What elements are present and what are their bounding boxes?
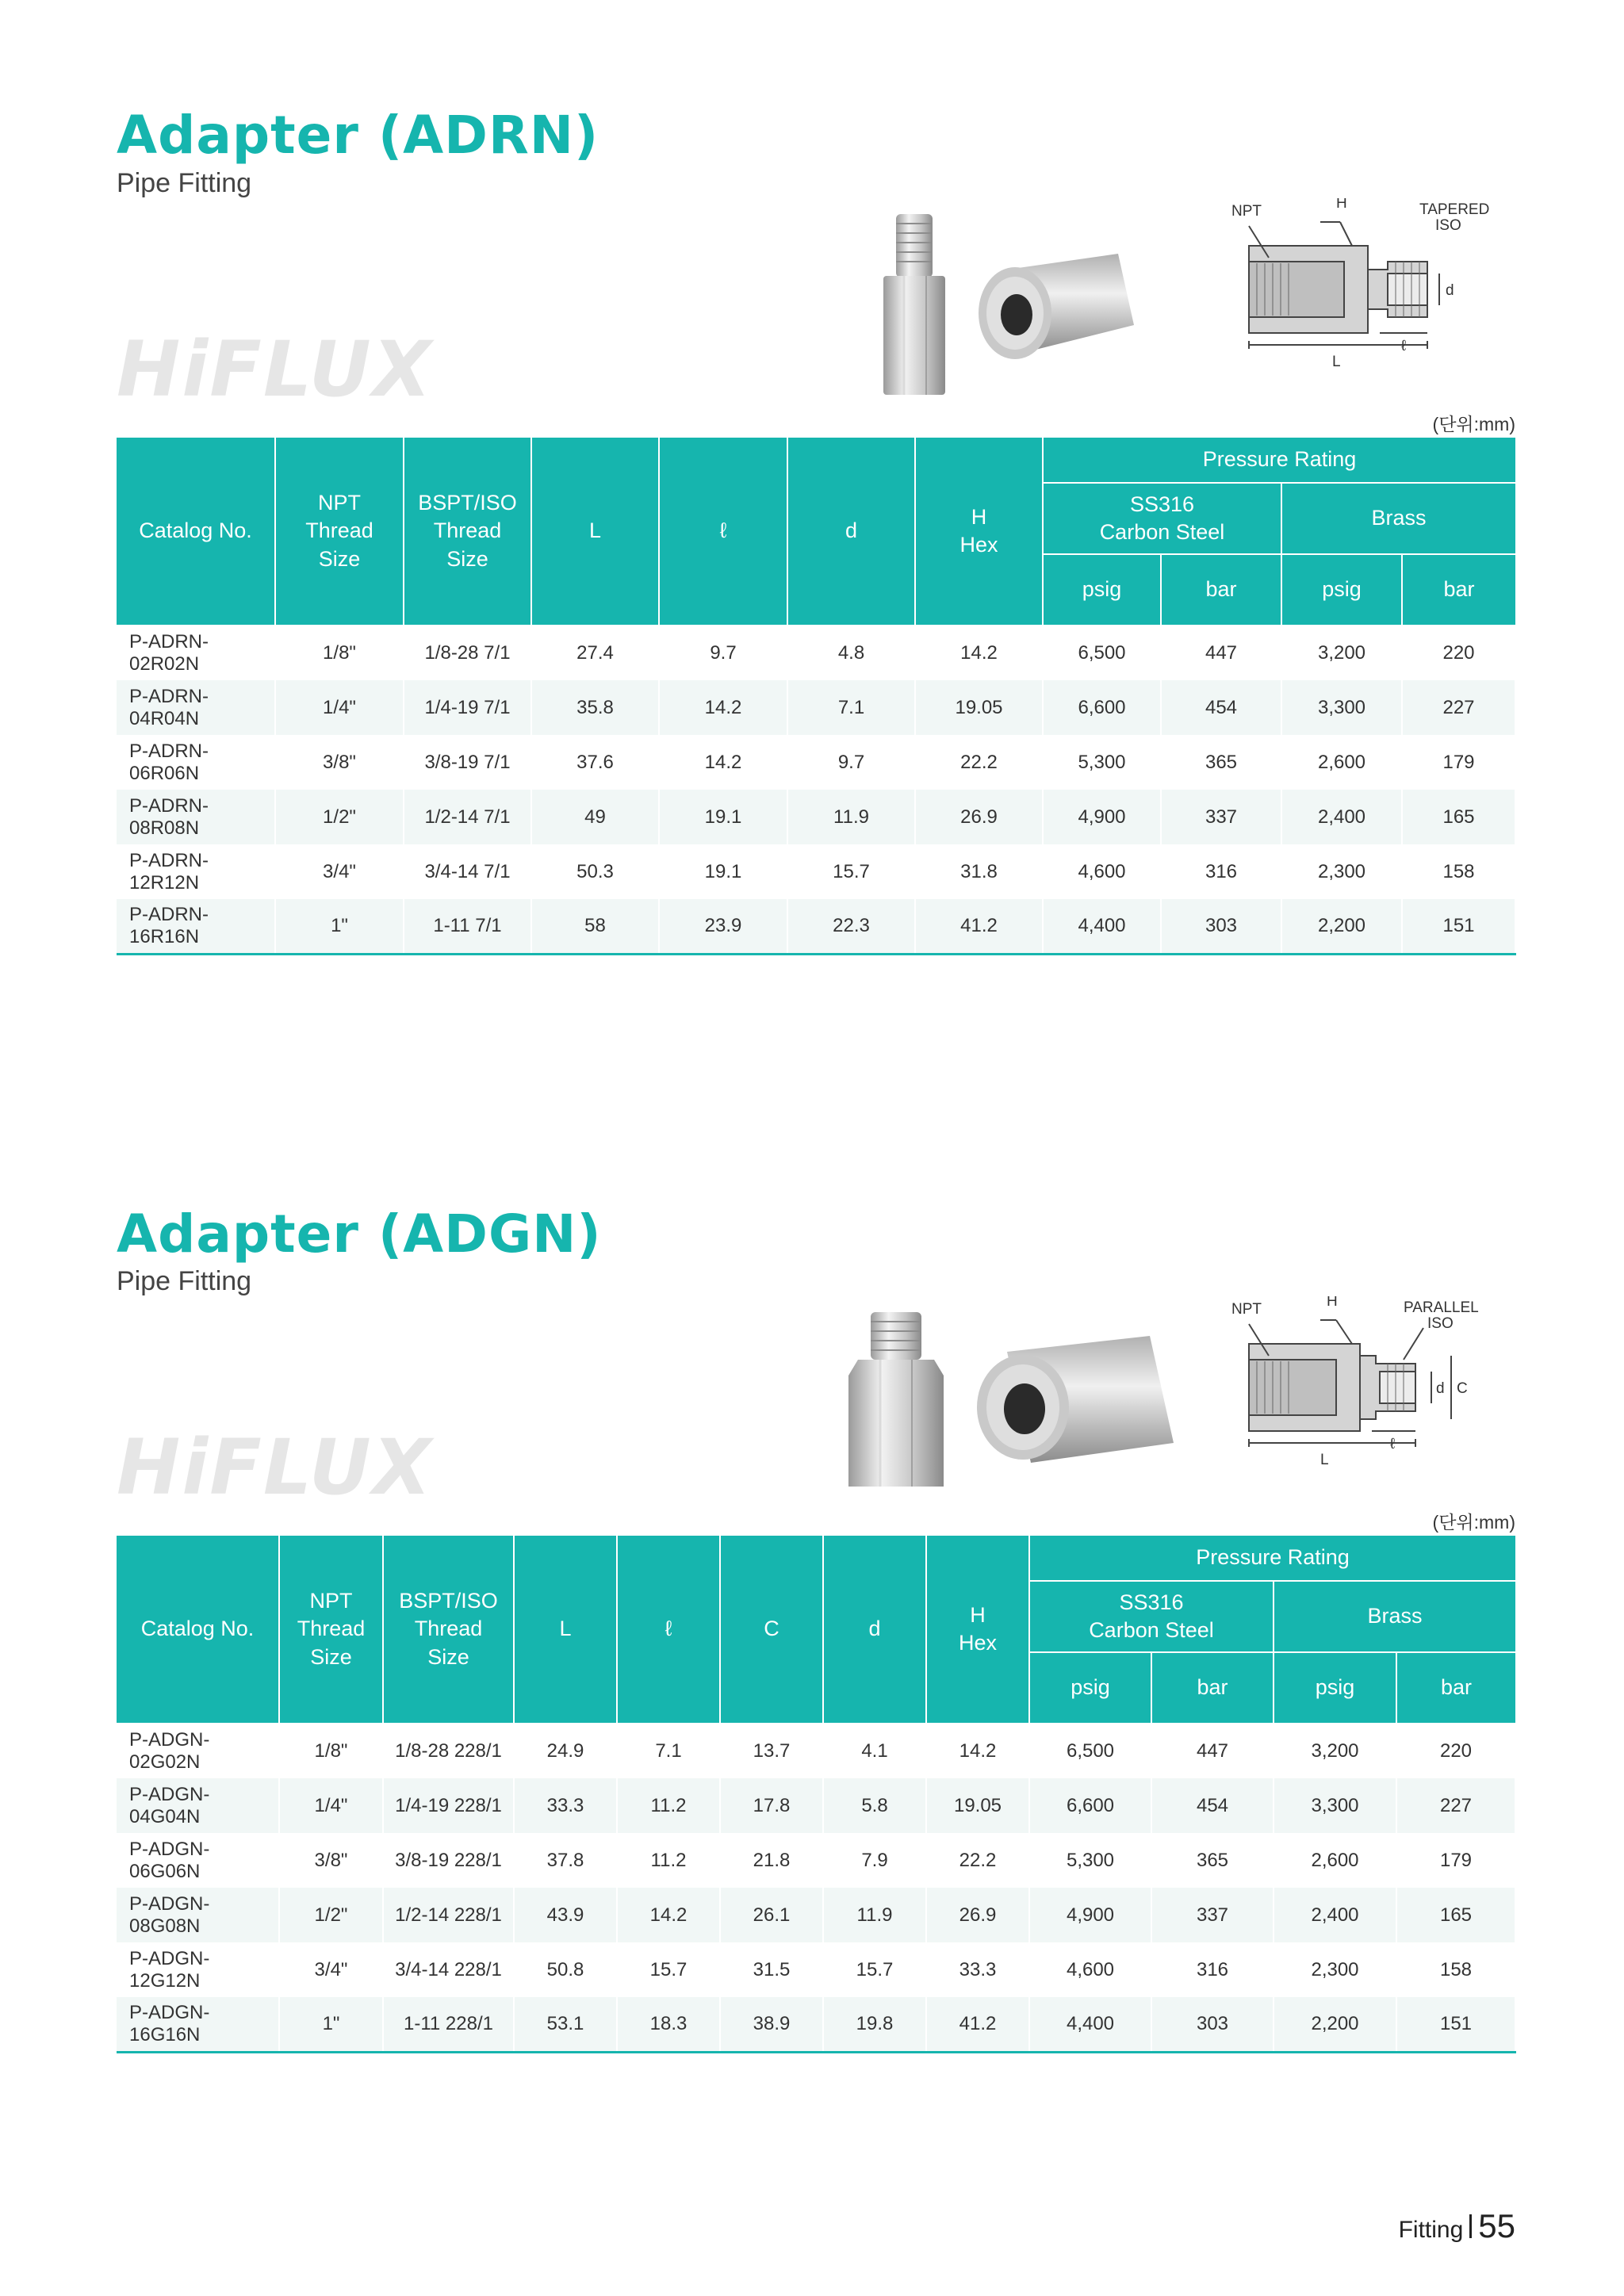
header-small-l: ℓ (659, 437, 787, 626)
table-cell: 26.1 (720, 1888, 823, 1942)
table-row (117, 1942, 1515, 1997)
header-psig: psig (1274, 1652, 1396, 1724)
table-cell: 158 (1396, 1942, 1515, 1997)
table-cell: 6,600 (1029, 1778, 1151, 1833)
table-cell: 1/8" (279, 1724, 383, 1778)
table-body (117, 1724, 1515, 2052)
catalog-number-cell: P-ADGN-16G16N (117, 1997, 279, 2052)
table-row (117, 899, 1515, 954)
header-bar: bar (1396, 1652, 1515, 1724)
table-cell: 4,400 (1029, 1997, 1151, 2052)
table-cell: 14.2 (915, 626, 1043, 680)
table-cell: 1" (275, 899, 404, 954)
dimension-diagram (1225, 1296, 1495, 1487)
table-cell: 220 (1402, 626, 1515, 680)
table-cell: 14.2 (659, 735, 787, 790)
table-cell: 3,200 (1274, 1724, 1396, 1778)
table-cell: 4,400 (1043, 899, 1161, 954)
table-row (117, 1833, 1515, 1888)
diagram-iso-label-2: ISO (1435, 217, 1461, 234)
table-cell: 2,300 (1274, 1942, 1396, 1997)
table-cell: 19.1 (659, 790, 787, 844)
table-cell: 4,600 (1043, 844, 1161, 899)
table-cell: 1-11 228/1 (383, 1997, 514, 2052)
table-cell: 1/2-14 7/1 (404, 790, 531, 844)
header-catalog: Catalog No. (117, 437, 275, 626)
table-cell: 165 (1396, 1888, 1515, 1942)
table-row (117, 790, 1515, 844)
diagram-small-l-label: ℓ (1401, 338, 1407, 354)
catalog-number-cell: P-ADGN-02G02N (117, 1724, 279, 1778)
unit-label: (단위:mm) (1432, 414, 1515, 434)
table-cell: 5.8 (823, 1778, 926, 1833)
table-cell: 151 (1396, 1997, 1515, 2052)
table-cell: 4,900 (1043, 790, 1161, 844)
table-cell: 151 (1402, 899, 1515, 954)
table-cell: 6,600 (1043, 680, 1161, 735)
table-cell: 35.8 (531, 680, 659, 735)
table-cell: 2,600 (1281, 735, 1402, 790)
table-cell: 365 (1161, 735, 1281, 790)
table-cell: 50.8 (514, 1942, 617, 1997)
header-d: d (787, 437, 915, 626)
header-ss316: SS316 Carbon Steel (1043, 483, 1281, 554)
table-cell: 447 (1161, 626, 1281, 680)
table-cell: 41.2 (926, 1997, 1029, 2052)
table-cell: 14.2 (659, 680, 787, 735)
table-cell: 4,900 (1029, 1888, 1151, 1942)
table-cell: 58 (531, 899, 659, 954)
header-hex: H Hex (915, 437, 1043, 626)
table-cell: 3/4" (279, 1942, 383, 1997)
table-row (117, 1997, 1515, 2052)
table-cell: 43.9 (514, 1888, 617, 1942)
table-cell: 227 (1402, 680, 1515, 735)
table-cell: 5,300 (1043, 735, 1161, 790)
table-cell: 19.05 (926, 1778, 1029, 1833)
catalog-number-cell: P-ADGN-12G12N (117, 1942, 279, 1997)
table-row (117, 735, 1515, 790)
table-cell: 303 (1161, 899, 1281, 954)
table-cell: 26.9 (926, 1888, 1029, 1942)
table-cell: 3/8" (275, 735, 404, 790)
table-cell: 15.7 (787, 844, 915, 899)
brand-watermark: HiFLUX (117, 1423, 433, 1512)
table-cell: 179 (1402, 735, 1515, 790)
dimension-diagram (1225, 198, 1495, 388)
table-cell: 1/8-28 7/1 (404, 626, 531, 680)
header-bspt: BSPT/ISO Thread Size (383, 1535, 514, 1724)
table-cell: 13.7 (720, 1724, 823, 1778)
table-cell: 4,600 (1029, 1942, 1151, 1997)
diagram-iso-label-1: PARALLEL (1404, 1299, 1479, 1316)
table-cell: 18.3 (617, 1997, 720, 2052)
table-cell: 3,300 (1281, 680, 1402, 735)
table-row (117, 626, 1515, 680)
table-cell: 50.3 (531, 844, 659, 899)
table-cell: 2,600 (1274, 1833, 1396, 1888)
table-cell: 1" (279, 1997, 383, 2052)
catalog-number-cell: P-ADRN-04R04N (117, 680, 275, 735)
header-bar: bar (1151, 1652, 1274, 1724)
header-hex: H Hex (926, 1535, 1029, 1724)
section-subtitle: Pipe Fitting (117, 168, 252, 198)
header-small-l: ℓ (617, 1535, 720, 1724)
table-cell: 23.9 (659, 899, 787, 954)
unit-label: (단위:mm) (1432, 1512, 1515, 1533)
table-cell: 2,200 (1274, 1997, 1396, 2052)
table-cell: 7.1 (787, 680, 915, 735)
table-cell: 37.6 (531, 735, 659, 790)
table-cell: 1/8-28 228/1 (383, 1724, 514, 1778)
catalog-number-cell: P-ADGN-04G04N (117, 1778, 279, 1833)
footer-divider (1469, 2214, 1472, 2238)
table-cell: 316 (1161, 844, 1281, 899)
table-cell: 14.2 (617, 1888, 720, 1942)
catalog-number-cell: P-ADRN-08R08N (117, 790, 275, 844)
header-c: C (720, 1535, 823, 1724)
table-cell: 3/4-14 7/1 (404, 844, 531, 899)
table-cell: 7.1 (617, 1724, 720, 1778)
table-cell: 15.7 (617, 1942, 720, 1997)
table-cell: 447 (1151, 1724, 1274, 1778)
diagram-d-label: d (1446, 282, 1454, 299)
header-catalog: Catalog No. (117, 1535, 279, 1724)
header-pressure-rating: Pressure Rating (1043, 437, 1515, 483)
table-cell: 165 (1402, 790, 1515, 844)
header-bar: bar (1402, 554, 1515, 626)
catalog-number-cell: P-ADRN-02R02N (117, 626, 275, 680)
table-row (117, 844, 1515, 899)
table-cell: 220 (1396, 1724, 1515, 1778)
table-cell: 3,300 (1274, 1778, 1396, 1833)
table-cell: 14.2 (926, 1724, 1029, 1778)
section-title: Adapter (ADRN) (117, 105, 599, 166)
table-cell: 41.2 (915, 899, 1043, 954)
table-cell: 11.2 (617, 1778, 720, 1833)
table-cell: 19.8 (823, 1997, 926, 2052)
table-cell: 1/2-14 228/1 (383, 1888, 514, 1942)
header-psig: psig (1281, 554, 1402, 626)
table-cell: 316 (1151, 1942, 1274, 1997)
header-bspt: BSPT/ISO Thread Size (404, 437, 531, 626)
table-cell: 21.8 (720, 1833, 823, 1888)
table-cell: 38.9 (720, 1997, 823, 2052)
table-row (117, 1778, 1515, 1833)
diagram-c-label: C (1457, 1380, 1468, 1397)
diagram-d-label: d (1436, 1380, 1445, 1397)
table-cell: 11.9 (787, 790, 915, 844)
table-cell: 1/2" (275, 790, 404, 844)
header-npt: NPT Thread Size (279, 1535, 383, 1724)
table-cell: 27.4 (531, 626, 659, 680)
catalog-number-cell: P-ADGN-06G06N (117, 1833, 279, 1888)
header-l: L (514, 1535, 617, 1724)
table-cell: 31.5 (720, 1942, 823, 1997)
table-cell: 11.2 (617, 1833, 720, 1888)
catalog-number-cell: P-ADRN-12R12N (117, 844, 275, 899)
catalog-number-cell: P-ADRN-06R06N (117, 735, 275, 790)
table-cell: 337 (1151, 1888, 1274, 1942)
table-cell: 7.9 (823, 1833, 926, 1888)
table-cell: 365 (1151, 1833, 1274, 1888)
table-cell: 3,200 (1281, 626, 1402, 680)
table-body (117, 626, 1515, 954)
table-cell: 1/4-19 228/1 (383, 1778, 514, 1833)
table-cell: 227 (1396, 1778, 1515, 1833)
header-brass: Brass (1281, 483, 1515, 554)
diagram-npt-label: NPT (1231, 203, 1262, 220)
table-cell: 24.9 (514, 1724, 617, 1778)
header-bar: bar (1161, 554, 1281, 626)
table-cell: 6,500 (1029, 1724, 1151, 1778)
header-d: d (823, 1535, 926, 1724)
table-cell: 33.3 (514, 1778, 617, 1833)
diagram-h-label: H (1336, 198, 1347, 212)
product-photo (872, 206, 1205, 404)
table-cell: 454 (1161, 680, 1281, 735)
table-cell: 158 (1402, 844, 1515, 899)
footer-label: Fitting (1398, 2217, 1464, 2243)
table-row (117, 680, 1515, 735)
table-cell: 53.1 (514, 1997, 617, 2052)
table-cell: 337 (1161, 790, 1281, 844)
table-cell: 2,200 (1281, 899, 1402, 954)
header-npt: NPT Thread Size (275, 437, 404, 626)
table-cell: 19.05 (915, 680, 1043, 735)
table-cell: 1-11 7/1 (404, 899, 531, 954)
section-title: Adapter (ADGN) (117, 1203, 602, 1265)
header-brass: Brass (1274, 1581, 1515, 1652)
page-number: 55 (1478, 2207, 1515, 2244)
table-cell: 1/4-19 7/1 (404, 680, 531, 735)
table-cell: 1/4" (279, 1778, 383, 1833)
table-cell: 9.7 (787, 735, 915, 790)
spec-table (117, 436, 1516, 955)
table-cell: 22.2 (926, 1833, 1029, 1888)
table-cell: 49 (531, 790, 659, 844)
product-photo (833, 1304, 1205, 1502)
table-cell: 3/8-19 228/1 (383, 1833, 514, 1888)
header-pressure-rating: Pressure Rating (1029, 1535, 1515, 1581)
table-cell: 2,400 (1281, 790, 1402, 844)
diagram-l-label: L (1320, 1452, 1329, 1468)
table-cell: 454 (1151, 1778, 1274, 1833)
table-cell: 22.3 (787, 899, 915, 954)
header-psig: psig (1029, 1652, 1151, 1724)
header-psig: psig (1043, 554, 1161, 626)
table-cell: 26.9 (915, 790, 1043, 844)
table-cell: 2,400 (1274, 1888, 1396, 1942)
diagram-l-label: L (1332, 354, 1341, 370)
diagram-npt-label: NPT (1231, 1301, 1262, 1318)
table-cell: 179 (1396, 1833, 1515, 1888)
table-cell: 9.7 (659, 626, 787, 680)
table-cell: 31.8 (915, 844, 1043, 899)
spec-table (117, 1534, 1516, 2053)
table-cell: 17.8 (720, 1778, 823, 1833)
table-row (117, 1888, 1515, 1942)
table-cell: 4.8 (787, 626, 915, 680)
section-subtitle: Pipe Fitting (117, 1266, 252, 1296)
table-cell: 1/2" (279, 1888, 383, 1942)
table-row (117, 1724, 1515, 1778)
diagram-iso-label-1: TAPERED (1419, 201, 1490, 218)
table-cell: 1/8" (275, 626, 404, 680)
brand-watermark: HiFLUX (117, 325, 433, 414)
diagram-small-l-label: ℓ (1390, 1436, 1396, 1452)
table-cell: 3/4-14 228/1 (383, 1942, 514, 1997)
table-cell: 3/8" (279, 1833, 383, 1888)
table-cell: 5,300 (1029, 1833, 1151, 1888)
table-cell: 15.7 (823, 1942, 926, 1997)
table-cell: 11.9 (823, 1888, 926, 1942)
catalog-number-cell: P-ADGN-08G08N (117, 1888, 279, 1942)
table-cell: 3/8-19 7/1 (404, 735, 531, 790)
table-cell: 22.2 (915, 735, 1043, 790)
header-ss316: SS316 Carbon Steel (1029, 1581, 1274, 1652)
table-cell: 19.1 (659, 844, 787, 899)
diagram-iso-label-2: ISO (1427, 1315, 1454, 1332)
table-cell: 4.1 (823, 1724, 926, 1778)
table-cell: 6,500 (1043, 626, 1161, 680)
table-cell: 303 (1151, 1997, 1274, 2052)
catalog-number-cell: P-ADRN-16R16N (117, 899, 275, 954)
table-cell: 3/4" (275, 844, 404, 899)
table-cell: 2,300 (1281, 844, 1402, 899)
table-cell: 37.8 (514, 1833, 617, 1888)
page-footer (1399, 2207, 1515, 2245)
table-cell: 33.3 (926, 1942, 1029, 1997)
table-cell: 1/4" (275, 680, 404, 735)
diagram-h-label: H (1327, 1296, 1338, 1310)
header-l: L (531, 437, 659, 626)
